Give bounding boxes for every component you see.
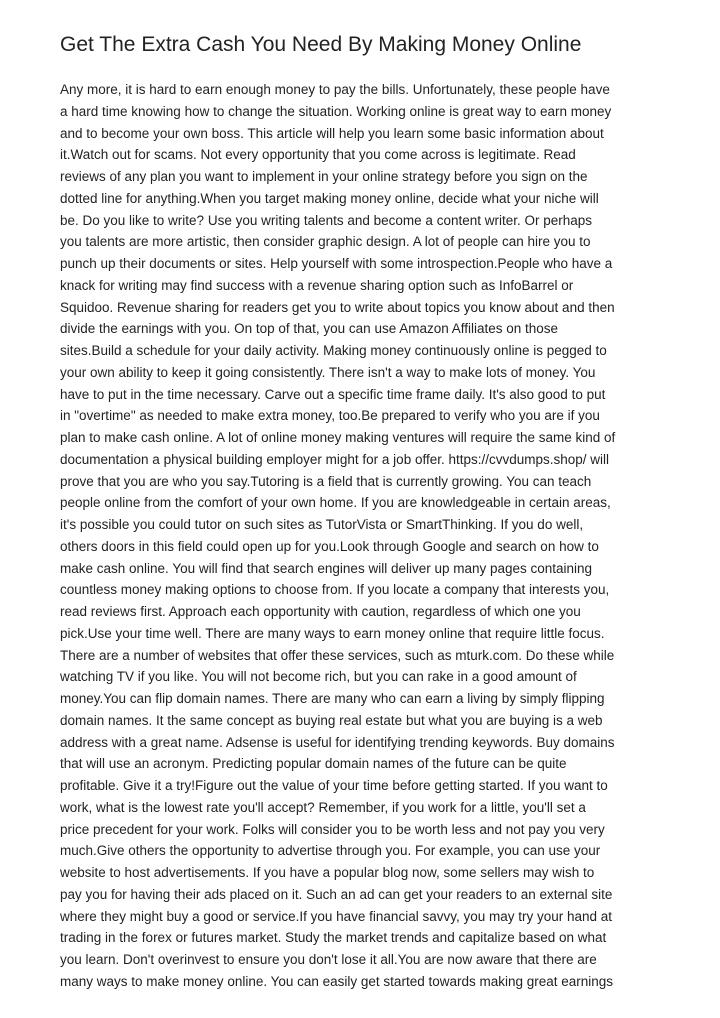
article-body [60, 79, 660, 993]
article-line: plan to make cash online. A lot of online money making ventures will require the same kind of [60, 430, 616, 445]
article-line: watching TV if you like. You will not become rich, but you can rake in a good amount of [60, 669, 577, 685]
article-line: where they might buy a good or service.If you have financial savvy, you may try your hand at [60, 908, 613, 924]
article-line: it.Watch out for scams. Not every opportunity that you come across is legitimate. Read [60, 147, 576, 163]
article-line: prove that you are who you say.Tutoring is a field that is currently growing. You can teach [60, 473, 592, 489]
article-line: pay you for having their ads placed on it. Such an ad can get your readers to an external site [60, 886, 613, 902]
article-line: There are a number of websites that offer these services, such as mturk.com. Do these while [60, 647, 615, 663]
article-line: that will use an acronym. Predicting popular domain names of the future can be quite [60, 756, 567, 772]
article-line: people online from the comfort of your own home. If you are knowledgeable in certain areas, [60, 495, 611, 511]
article-line: many ways to make money online. You can easily get started towards making great earnings [60, 973, 614, 989]
article-line: it's possible you could tutor on such sites as TutorVista or SmartThinking. If you do well, [60, 517, 584, 532]
article-line: documentation a physical building employer might for a job offer. https://cvvdumps.shop/ will [60, 451, 610, 467]
article-line: money.You can flip domain names. There are many who can earn a living by simply flipping [60, 691, 605, 706]
article-line: Any more, it is hard to earn enough money to pay the bills. Unfortunately, these people have [60, 82, 610, 97]
article-line: Squidoo. Revenue sharing for readers get you to write about topics you know about and then [60, 299, 615, 315]
article-line: price precedent for your work. Folks will consider you to be worth less and not pay you very [60, 821, 605, 837]
article-line: knack for writing may find success with a revenue sharing option such as InfoBarrel or [60, 277, 574, 293]
article-line: others doors in this field could open up for you.Look through Google and search on how to [60, 538, 599, 554]
article-line: punch up their documents or sites. Help yourself with some introspection.People who have a [60, 256, 613, 271]
article-line: countless money making options to choose from. If you locate a company that interests you, [60, 582, 610, 598]
article-line: be. Do you like to write? Use you writing talents and become a content writer. Or perhaps [60, 212, 593, 228]
article-line: trading in the forex or futures market. Study the market trends and capitalize based on what [60, 930, 607, 946]
article-line: sites.Build a schedule for your daily activity. Making money continuously online is pegged to [60, 343, 607, 358]
article-line: work, what is the lowest rate you'll accept? Remember, if you work for a little, you'll set a [60, 799, 586, 815]
article-line: a hard time knowing how to change the situation. Working online is great way to earn money [60, 103, 612, 119]
article-line: make cash online. You will find that search engines will deliver up many pages containing [60, 560, 593, 576]
article-line: website to host advertisements. If you have a popular blog now, some sellers may wish to [60, 865, 595, 880]
article-line: in "overtime" as needed to make extra money, too.Be prepared to verify who you are if you [60, 408, 600, 424]
article-line: domain names. It the same concept as buying real estate but what you are buying is a web [60, 712, 603, 728]
article-line: your own ability to keep it going consistently. There isn't a way to make lots of money. You [60, 364, 596, 380]
article-line: reviews of any plan you want to implement in your online strategy before you sign on the [60, 169, 588, 184]
document-title: Get The Extra Cash You Need By Making Money Online [60, 33, 582, 56]
article-line: you talents are more artistic, then consider graphic design. A lot of people can hire you to [60, 234, 591, 250]
article-line: address with a great name. Adsense is useful for identifying trending keywords. Buy domains [60, 734, 615, 750]
article-line: dotted line for anything.When you target making money online, decide what your niche will [60, 190, 599, 206]
article-line: divide the earnings with you. On top of that, you can use Amazon Affiliates on those [60, 321, 559, 337]
article-line: you learn. Don't overinvest to ensure you don't lose it all.You are now aware that there are [60, 952, 597, 967]
article-line: pick.Use your time well. There are many ways to earn money online that require little focus. [60, 625, 605, 641]
article-line: profitable. Give it a try!Figure out the value of your time before getting started. If you want to [60, 778, 608, 793]
article-line: have to put in the time necessary. Carve out a specific time frame daily. It's also good to put [60, 386, 606, 402]
article-line: and to become your own boss. This article will help you learn some basic information about [60, 125, 604, 141]
article-line: much.Give others the opportunity to advertise through you. For example, you can use your [60, 843, 601, 859]
article-line: read reviews first. Approach each opportunity with caution, regardless of which one you [60, 604, 581, 619]
